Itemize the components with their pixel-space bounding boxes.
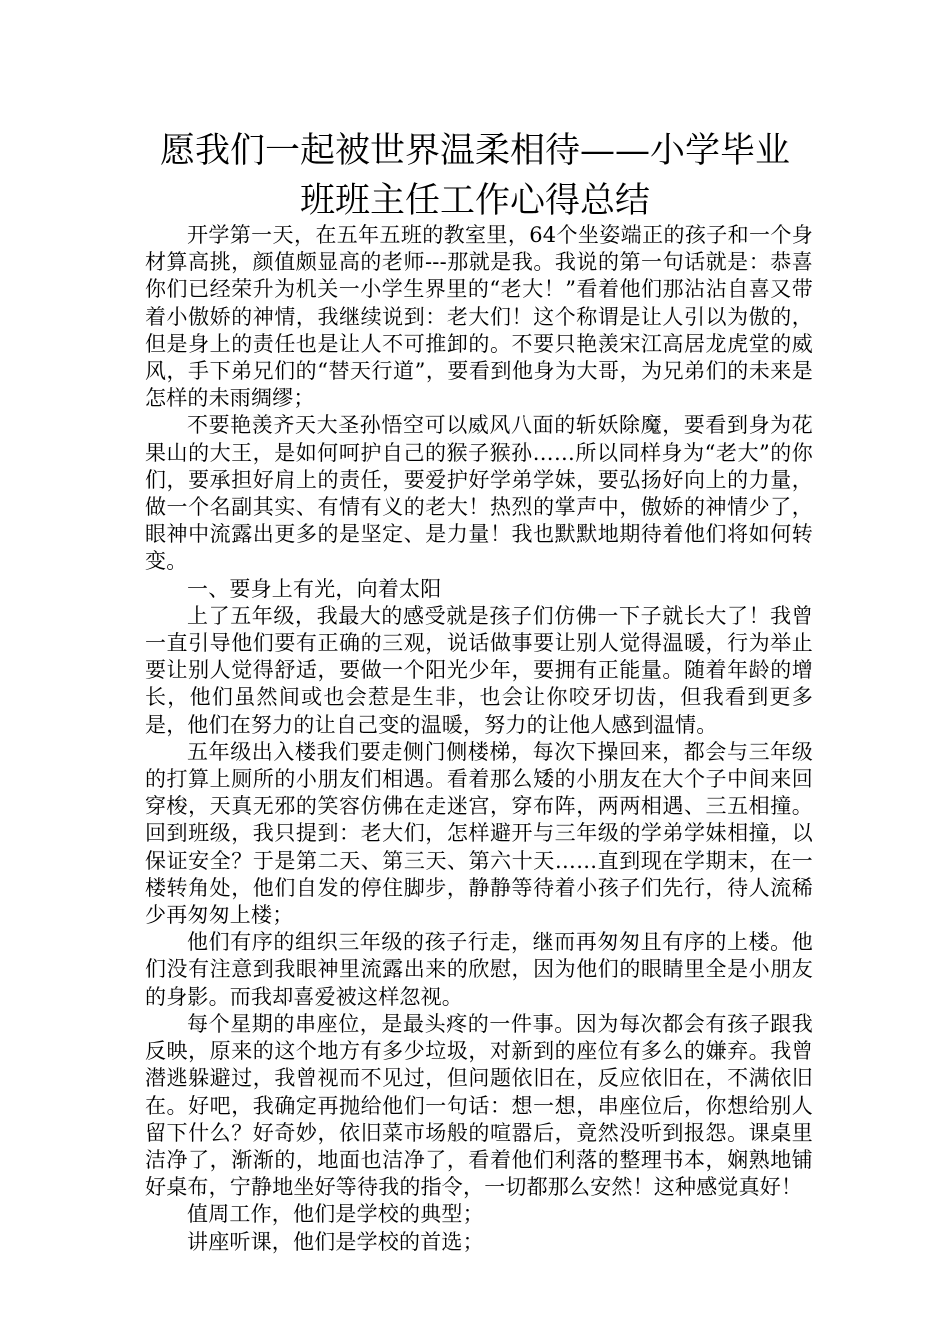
paragraph-2: 不要艳羡齐天大圣孙悟空可以威风八面的斩妖除魔，要看到身为花果山的大王，是如何呵护自己的猴子猴孙……所以同样身为“老大”的你们，要承担好肩上的责任，要爱护好学弟学妹，要弘扬好向上的力量，做一个名副其实、有情有义的老大！热烈的掌声中，傲娇的神情少了，眼神中流露出更多的是坚定、是力量！我也默默地期待着他们将如何转变。: [145, 413, 813, 574]
title-line-1: 愿我们一起被世界温柔相待——小学毕业: [159, 131, 790, 171]
paragraph-8: 讲座听课，他们是学校的首选；: [187, 1229, 484, 1254]
document-title: [130, 126, 820, 226]
paragraph-3: 上了五年级，我最大的感受就是孩子们仿佛一下子就长大了！我曾一直引导他们要有正确的三观，说话做事要让别人觉得温暖，行为举止要让别人觉得舒适，要做一个阳光少年，要拥有正能量。随着年龄的增长，他们虽然间或也会惹是生非，也会让你咬牙切齿，但我看到更多是，他们在努力的让自己变的温暖，努力的让他人感到温情。: [145, 603, 813, 737]
paragraph-7: 值周工作，他们是学校的典型；: [187, 1202, 484, 1227]
section-heading-1: 一、要身上有光，向着太阳: [187, 576, 442, 601]
document-body: [145, 222, 813, 1256]
paragraph-4: 五年级出入楼我们要走侧门侧楼梯，每次下操回来，都会与三年级的打算上厕所的小朋友们相遇。看着那么矮的小朋友在大个子中间来回穿梭，天真无邪的笑容仿佛在走迷宫，穿布阵，两两相遇、三五相撞。回到班级，我只提到：老大们，怎样避开与三年级的学弟学妹相撞，以保证安全？于是第二天、第三天、第六十天……直到现在学期末，在一楼转角处，他们自发的停住脚步，静静等待着小孩子们先行，待人流稀少再匆匆上楼；: [145, 739, 813, 928]
paragraph-1: 开学第一天，在五年五班的教室里，64个坐姿端正的孩子和一个身材算高挑，颜值颇显高的老师---那就是我。我说的第一句话就是：恭喜你们已经荣升为机关一小学生界里的“老大！”看着他们那沾沾自喜又带着小傲娇的神情，我继续说到：老大们！这个称谓是让人引以为傲的，但是身上的责任也是让人不可推卸的。不要只艳羡宋江高居龙虎堂的威风，手下弟兄们的“替天行道”，要看到他身为大哥，为兄弟们的未来是怎样的未雨绸缪；: [145, 223, 813, 411]
paragraph-5: 他们有序的组织三年级的孩子行走，继而再匆匆且有序的上楼。他们没有注意到我眼神里流露出来的欣慰，因为他们的眼睛里全是小朋友的身影。而我却喜爱被这样忽视。: [145, 930, 813, 1009]
paragraph-6: 每个星期的串座位，是最头疼的一件事。因为每次都会有孩子跟我反映，原来的这个地方有多少垃圾，对新到的座位有多么的嫌弃。我曾潜逃躲避过，我曾视而不见过，但问题依旧在，反应依旧在，不满依旧在。好吧，我确定再抛给他们一句话：想一想，串座位后，你想给别人留下什么？好奇妙，依旧菜市场般的喧嚣后，竟然没听到报怨。课桌里洁净了，渐渐的，地面也洁净了，看着他们利落的整理书本，娴熟地铺好桌布，宁静地坐好等待我的指令，一切都那么安然！这种感觉真好！: [145, 1011, 813, 1200]
title-line-2: 班班主任工作心得总结: [299, 181, 650, 221]
